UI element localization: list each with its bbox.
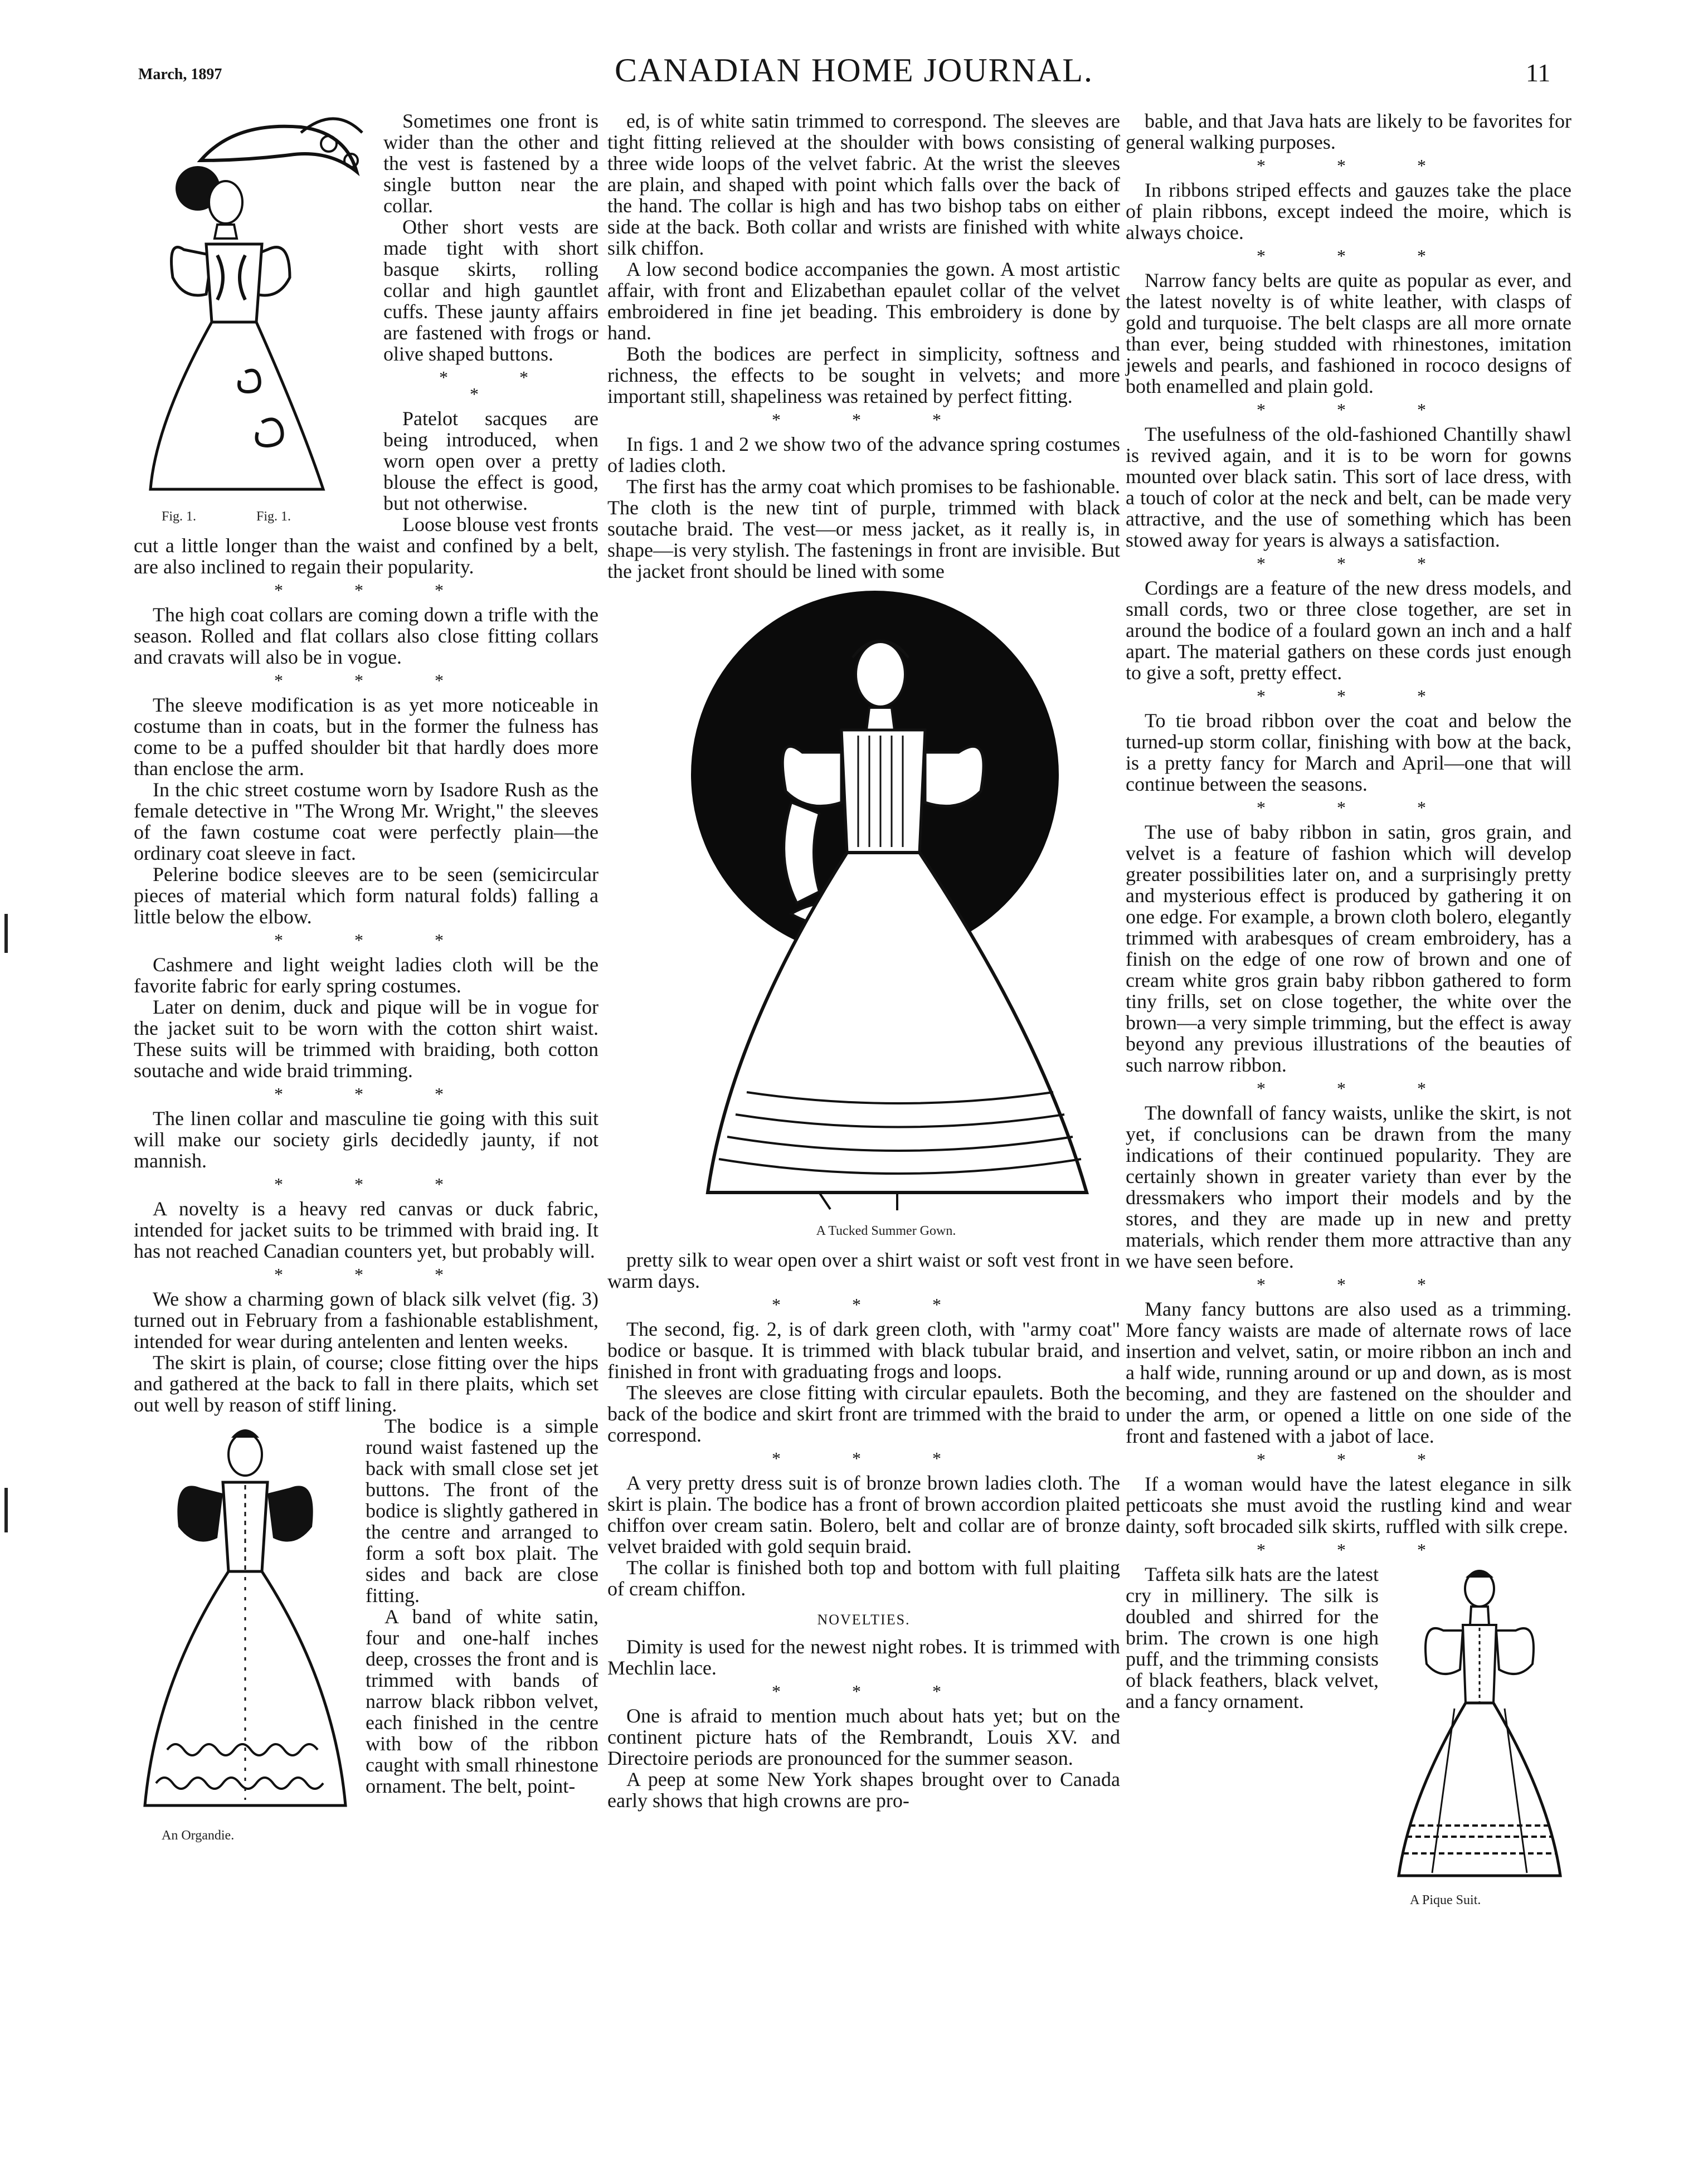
article-paragraph: Pelerine bodice sleeves are to be seen (semicircular pieces of material which form natural folds) falling a little below the elbow. (134, 863, 598, 928)
article-paragraph: The downfall of fancy waists, unlike the skirt, is not yet, if conclusions can be drawn from the many indications of their continued popularity. They are certainly shown in greater variety than ever by the dressmakers who import their models and by the stores, and they are made up in new and pretty materials, which render them more attractive than any we have seen before. (1126, 1102, 1571, 1272)
article-paragraph: Cashmere and light weight ladies cloth will be the favorite fabric for early spring costumes. (134, 953, 598, 997)
article-paragraph: A band of white satin, four and one-half inches deep, crosses the front and is trimmed with bands of narrow black ribbon velvet, each finished in the centre with bow of the ribbon caught with small rhinestone ornament. The belt, point- (366, 1605, 598, 1797)
article-paragraph: The sleeves are close fitting with circular epaulets. Both the back of the bodice and skirt front are trimmed with the braid to correspond. (607, 1381, 1120, 1446)
section-separator: * * * (1257, 1449, 1459, 1469)
article-paragraph: Later on denim, duck and pique will be in vogue for the jacket suit to be worn with the cotton shirt waist. These suits will be trimmed with braiding, both cotton soutache and wide braid trimming. (134, 996, 598, 1082)
article-paragraph: Many fancy buttons are also used as a trimming. More fancy waists are made of alternate rows of lace insertion and velvet, satin, or moire ribbon an inch and a half wide, running around or up and down, as is most becoming, and they are fastened on the shoulder and under the arm, or opened a little on one side of the front and fastened with a jabot of lace. (1126, 1298, 1571, 1447)
organdie-illustration (134, 1415, 357, 1844)
article-paragraph: ed, is of white satin trimmed to correspond. The sleeves are tight fitting relieved at the shoulder with bows consisting of three wide loops of the velvet fabric. At the wrist the sleeves are plain, and shaped with point which falls over the back of the hand. The collar is high and has two bishop tabs on either side at the back. Both collar and wrists are finished with white silk chiffon. (607, 110, 1120, 259)
article-paragraph: pretty silk to wear open over a shirt waist or soft vest front in warm days. (607, 1249, 1120, 1292)
scan-edge-mark (4, 914, 8, 953)
article-paragraph: The usefulness of the old-fashioned Chantilly shawl is revived again, and it is to be worn for gowns mounted over black satin. This sort of lace dress, with a touch of color at the neck and belt, can be made very attractive, and the use of something which has been stowed away for years is always a satisfaction. (1126, 423, 1571, 551)
article-paragraph: The skirt is plain, of course; close fitting over the hips and gathered at the back to fall in there plaits, which set out well by reason of stiff lining. (134, 1351, 598, 1416)
article-paragraph: Patelot sacques are being introduced, when worn open over a pretty blouse the effect is good, but not otherwise. (383, 407, 598, 514)
article-paragraph: In the chic street costume worn by Isadore Rush as the female detective in "The Wrong Mr. Wright," the sleeves of the fawn costume coat were perfectly plain—the ordinary coat sleeve in fact. (134, 778, 598, 864)
column-3-text (1126, 110, 1571, 1907)
fig1-caption-left: Fig. 1. (162, 509, 197, 524)
pique-caption: A Pique Suit. (1410, 1893, 1481, 1907)
section-separator: * * * (1257, 553, 1459, 573)
article-paragraph: We show a charming gown of black silk velvet (fig. 3) turned out in February from a fashionable establishment, intended for wear during antelenten and lenten weeks. (134, 1288, 598, 1352)
column-2 (607, 110, 1120, 1811)
section-separator: * * * (1257, 686, 1459, 706)
article-paragraph: To tie broad ribbon over the coat and below the turned-up storm collar, finishing with bow at the back, is a pretty fancy for March and April—one that will continue between the seasons. (1126, 709, 1571, 795)
article-paragraph: A novelty is a heavy red canvas or duck fabric, intended for jacket suits to be trimmed with braid ing. It has not reached Canadian counters yet, but probably will. (134, 1198, 598, 1262)
article-paragraph: Both the bodices are perfect in simplicity, softness and richness, the effects to be sought in velvets; and more important still, shapeliness was retained by perfect fitting. (607, 343, 1120, 407)
article-paragraph: Loose blouse vest fronts cut a little longer than the waist and confined by a belt, are also inclined to regain their popularity. (134, 513, 598, 578)
section-separator: * * * (274, 930, 477, 950)
section-separator: * * * (1257, 1274, 1459, 1294)
article-paragraph: The high coat collars are coming down a trifle with the season. Rolled and flat collars also close fitting collars and cravats will also be in vogue. (134, 603, 598, 668)
issue-date: March, 1897 (138, 66, 222, 83)
article-paragraph: Taffeta silk hats are the latest cry in millinery. The silk is doubled and shirred for the brim. The crown is one high puff, and the trimming consists of black feathers, black velvet, and a fancy ornament. (1126, 1563, 1379, 1712)
article-paragraph: If a woman would have the latest elegance in silk petticoats she must avoid the rustling kind and wear dainty, soft brocaded silk skirts, ruffled with silk crepe. (1126, 1473, 1571, 1537)
section-separator: * * * (1257, 400, 1459, 420)
section-separator: * * * (274, 1084, 477, 1104)
section-separator: * * * (1257, 797, 1459, 817)
article-paragraph: Narrow fancy belts are quite as popular as ever, and the latest novelty is of white leather, with clasps of gold and turquoise. The belt clasps are all more ornate than ever, being studded with rhinestones, imitation jewels and pearls, and fashioned in rococo designs of both enamelled and plain gold. (1126, 269, 1571, 397)
article-paragraph: Cordings are a feature of the new dress models, and small cords, two or three close together, are set in around the bodice of a foulard gown an inch and a half apart. The material gathers on these cords just enough to give a soft, pretty effect. (1126, 577, 1571, 684)
section-separator: * * * (772, 410, 975, 430)
tucked-gown-illustration (607, 591, 1165, 1243)
section-separator: * * * (1257, 246, 1459, 266)
section-separator: * * * (274, 1264, 477, 1284)
section-separator: * * * (274, 670, 477, 690)
page-number: 11 (1526, 59, 1551, 87)
section-separator: * * * (1257, 1078, 1459, 1098)
article-paragraph: The linen collar and masculine tie going with this suit will make our society girls decidedly jaunty, if not mannish. (134, 1107, 598, 1172)
section-separator: * * * (274, 580, 477, 600)
column-3 (1126, 110, 1571, 1914)
section-separator: * * * (1257, 1540, 1459, 1560)
article-paragraph: Other short vests are made tight with short basque skirts, rolling collar and high gauntlet cuffs. These jaunty affairs are fastened with frogs or olive shaped buttons. (383, 216, 598, 365)
article-paragraph: The second, fig. 2, is of dark green cloth, with "army coat" bodice or basque. It is trimmed with black tubular braid, and finished in front with graduating frogs and loops. (607, 1318, 1120, 1383)
article-paragraph: A very pretty dress suit is of bronze brown ladies cloth. The skirt is plain. The bodice has a front of brown accordion plaited chiffon over cream satin. Bolero, belt and collar are of bronze velvet braided with gold sequin braid. (607, 1472, 1120, 1558)
article-paragraph: A peep at some New York shapes brought over to Canada early shows that high crowns are pro- (607, 1768, 1120, 1812)
article-paragraph: The collar is finished both top and bottom with full plaiting of cream chiffon. (607, 1556, 1120, 1600)
column-2-text (607, 110, 1120, 1811)
article-paragraph: Dimity is used for the newest night robes. It is trimmed with Mechlin lace. (607, 1636, 1120, 1679)
section-separator: * * * (772, 1294, 975, 1315)
article-paragraph: One is afraid to mention much about hats yet; but on the continent picture hats of the Rembrandt, Louis XV. and Directoire periods are pronounced for the summer season. (607, 1705, 1120, 1769)
figure-1-illustration (134, 110, 374, 528)
article-paragraph: The first has the army coat which promises to be fashionable. The cloth is the new tint of purple, trimmed with black soutache braid. The vest—or mess jacket, as it really is, in shape—is very stylish. The fastenings in front are invisible. But the jacket front should be lined with some (607, 475, 1120, 582)
article-paragraph: The bodice is a simple round waist fastened up the back with small close set jet buttons. The front of the bodice is slightly gathered in the centre and arranged to form a soft box plait. The sides and back are close fitting. (366, 1415, 598, 1607)
fashion-plate-fig1 (134, 110, 374, 500)
section-separator: * * * (274, 1174, 477, 1194)
organdie-gown-drawing (134, 1415, 357, 1822)
scan-edge-mark (4, 1488, 8, 1532)
section-separator: * * * (1257, 155, 1459, 176)
section-separator: * * * (772, 1681, 975, 1701)
article-paragraph: A low second bodice accompanies the gown. A most artistic affair, with front and Elizabethan epaulet collar of the velvet embroidered in fine jet beading. This embroidery is done by hand. (607, 258, 1120, 344)
section-heading: NOVELTIES. (817, 1612, 911, 1628)
article-paragraph: The sleeve modification is as yet more noticeable in costume than in coats, but in the former the fulness has come to be a puffed shoulder bit that hardly does more than enclose the arm. (134, 694, 598, 780)
pique-illustration (1388, 1564, 1571, 1909)
section-separator: * * * (772, 1448, 975, 1468)
article-paragraph: In ribbons striped effects and gauzes take the place of plain ribbons, except indeed the moire, which is always choice. (1126, 179, 1571, 244)
tucked-summer-gown-drawing (607, 591, 1165, 1215)
organdie-caption: An Organdie. (162, 1828, 235, 1843)
tucked-caption: A Tucked Summer Gown. (816, 1224, 956, 1238)
article-paragraph: Sometimes one front is wider than the other and the vest is fastened by a single button near the collar. (383, 110, 598, 217)
pique-suit-drawing (1388, 1564, 1571, 1887)
fig1-caption-right: Fig. 1. (256, 509, 291, 524)
column-1 (134, 110, 598, 1849)
journal-title: CANADIAN HOME JOURNAL. (615, 52, 1093, 89)
article-paragraph: bable, and that Java hats are likely to be favorites for general walking purposes. (1126, 110, 1571, 153)
article-paragraph: In figs. 1 and 2 we show two of the advance spring costumes of ladies cloth. (607, 433, 1120, 476)
section-separator: * * * (439, 367, 562, 404)
article-paragraph: The use of baby ribbon in satin, gros grain, and velvet is a feature of fashion which will develop greater possibilities later on, and a surprisingly pretty and mysterious effect is produced by gathering it on one edge. For example, a brown cloth bolero, elegantly trimmed with arabesques of cream embroidery, has a finish on the edge of one row of brown and one of cream white gros grain baby ribbon gathered to form tiny frills, set on close together, the white over the brown—a very simple trimming, but the effect is away beyond any previous illustrations of the beauties of such narrow ribbon. (1126, 821, 1571, 1076)
